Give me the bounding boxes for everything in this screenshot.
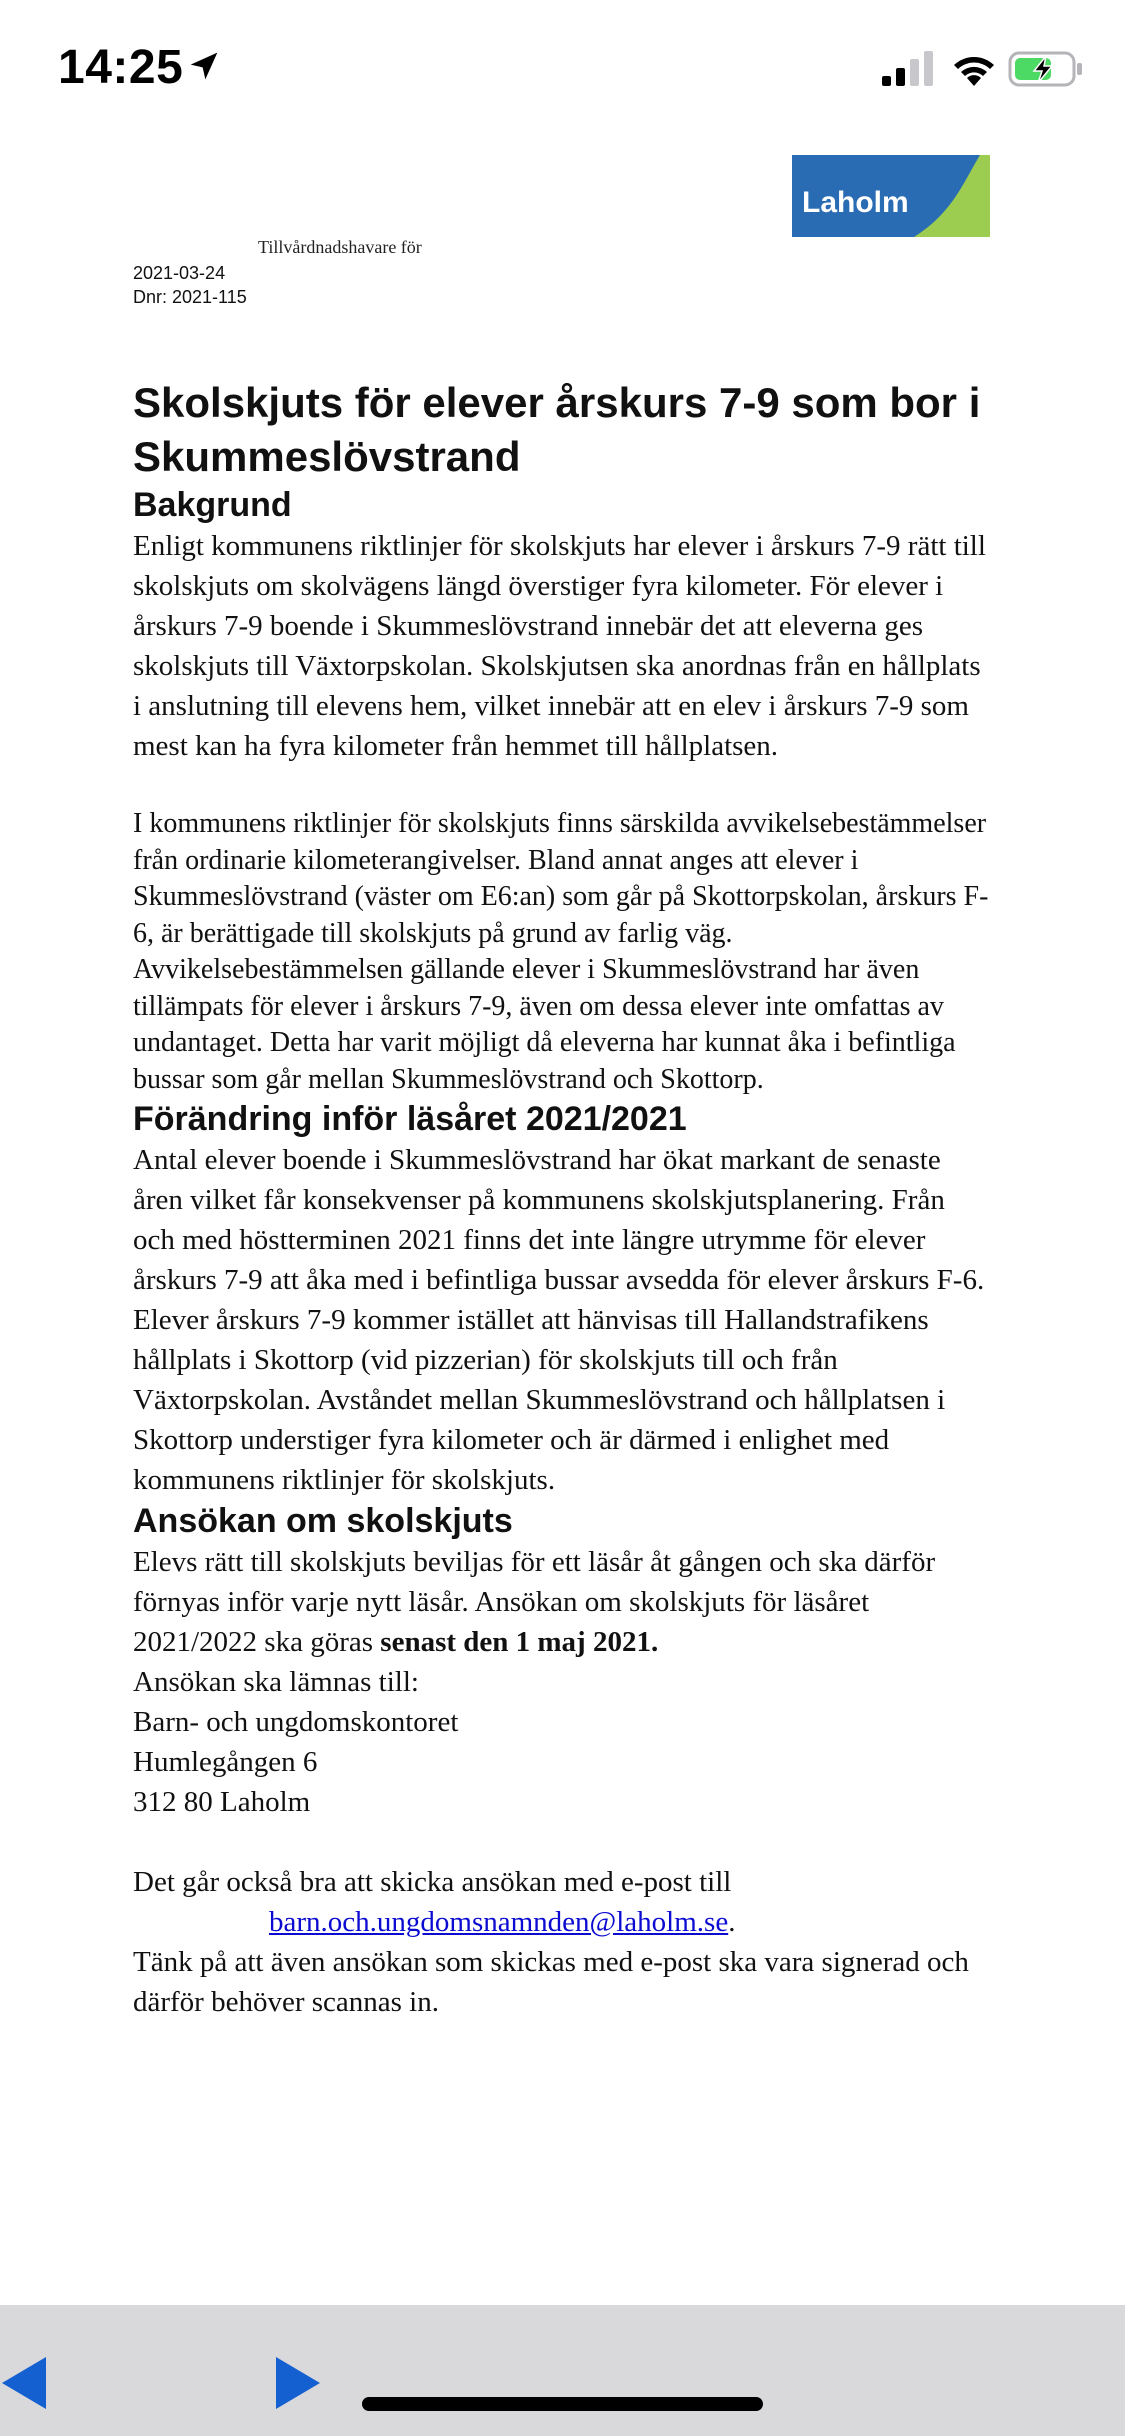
submit-to-line: Ansökan ska lämnas till: (133, 1666, 419, 1698)
email-intro: Det går också bra att skicka ansökan med e-post till (133, 1866, 732, 1898)
address-line-1: Barn- och ungdomskontoret (133, 1706, 459, 1738)
paragraph-bakgrund-1: Enligt kommunens riktlinjer för skolskjuts har elever i årskurs 7-9 rätt till skolskjuts om skolvägens längd överstiger fyra kilometer. För elever i årskurs 7-9 boende i Skummeslövstrand innebär det att eleverna ges skolskjuts till Växtorpskolan. Skolskjutsen ska anordnas från en hållplats i anslutning till elevens hem, vilket innebär att en elev i årskurs 7-9 som mest kan ha fyra kilometer från hemmet till hållplatsen. (133, 530, 986, 762)
paragraph-forandring-1: Antal elever boende i Skummeslövstrand har ökat markant de senaste åren vilket får konsekvenser på kommunens skolskjutsplanering. Från och med höstterminen 2021 finns det inte längre utrymme för elever årskurs 7-9 att åka med i befintliga bussar avsedda för elever årskurs F-6. Elever årskurs 7-9 kommer istället att hänvisas till Hallandstrafikens hållplats i Skottorp (vid pizzerian) för skolskjuts till och från Växtorpskolan. Avståndet mellan Skummeslövstrand och hållplatsen i Skottorp understiger fyra kilometer och är därmed i enlighet med kommunens riktlinjer för skolskjuts. (133, 1144, 985, 1496)
cellular-signal-icon (880, 50, 936, 88)
back-button[interactable] (0, 2355, 50, 2411)
triangle-left-icon (2, 2357, 46, 2409)
document-dnr: Dnr: 2021-115 (133, 287, 247, 307)
document-date: 2021-03-24 (133, 263, 226, 283)
address-line-2: Humlegången 6 (133, 1746, 318, 1778)
status-time: 14:25 (58, 41, 184, 94)
wifi-icon (950, 48, 998, 88)
document-page (0, 130, 1125, 2305)
home-indicator[interactable] (362, 2397, 763, 2411)
document-content (133, 376, 993, 2022)
closing-paragraph: Tänk på att även ansökan som skickas med e-post ska vara signerad och därför behöver scannas in. (133, 1946, 969, 2018)
battery-charging-icon (1008, 50, 1084, 88)
ansokan-text: Elevs rätt till skolskjuts beviljas för ett läsår åt gången och ska därför förnyas inför varje nytt läsår. Ansökan om skolskjuts för läsåret 2021/2022 ska göras (133, 1546, 936, 1658)
heading-forandring: Förändring inför läsåret 2021/2021 (133, 1100, 687, 1138)
document-title: Skolskjuts för elever årskurs 7-9 som bor i Skummeslövstrand (133, 379, 981, 480)
paragraph-ansokan-1 (133, 1542, 993, 1662)
email-link[interactable]: barn.och.ungdomsnamnden@laholm.se (269, 1906, 729, 1938)
paragraph-spacer (133, 766, 993, 806)
paragraph-spacer (133, 1822, 993, 1862)
ansokan-deadline: senast den 1 maj 2021. (380, 1626, 659, 1658)
email-suffix: . (728, 1906, 736, 1938)
email-line (133, 1902, 993, 1942)
laholm-logo (792, 155, 990, 237)
forward-button[interactable] (272, 2355, 322, 2411)
status-bar (0, 0, 1125, 130)
paragraph-bakgrund-2: I kommunens riktlinjer för skolskjuts finns särskilda avvikelsebestämmelser från ordinarie kilometerangivelser. Bland annat anges att elever i Skummeslövstrand (väster om E6:an) som går på Skottorpskolan, årskurs F-6, är berättigade till skolskjuts på grund av farlig väg. Avvikelsebestämmelsen gällande elever i Skummeslövstrand har även tillämpats för elever i årskurs 7-9, även om dessa elever inte omfattas av undantaget. Detta har varit möjligt då eleverna har kunnat åka i befintliga bussar som går mellan Skummeslövstrand och Skottorp. (133, 808, 989, 1095)
heading-bakgrund: Bakgrund (133, 486, 292, 524)
address-line-3: 312 80 Laholm (133, 1786, 311, 1818)
location-arrow-icon (188, 50, 220, 82)
triangle-right-icon (276, 2357, 320, 2409)
recipient-line: Tillvårdnadshavare för (258, 237, 422, 257)
document-meta (133, 261, 247, 309)
logo-text: Laholm (802, 186, 909, 219)
heading-ansokan: Ansökan om skolskjuts (133, 1502, 513, 1540)
bottom-toolbar (0, 2305, 1125, 2436)
